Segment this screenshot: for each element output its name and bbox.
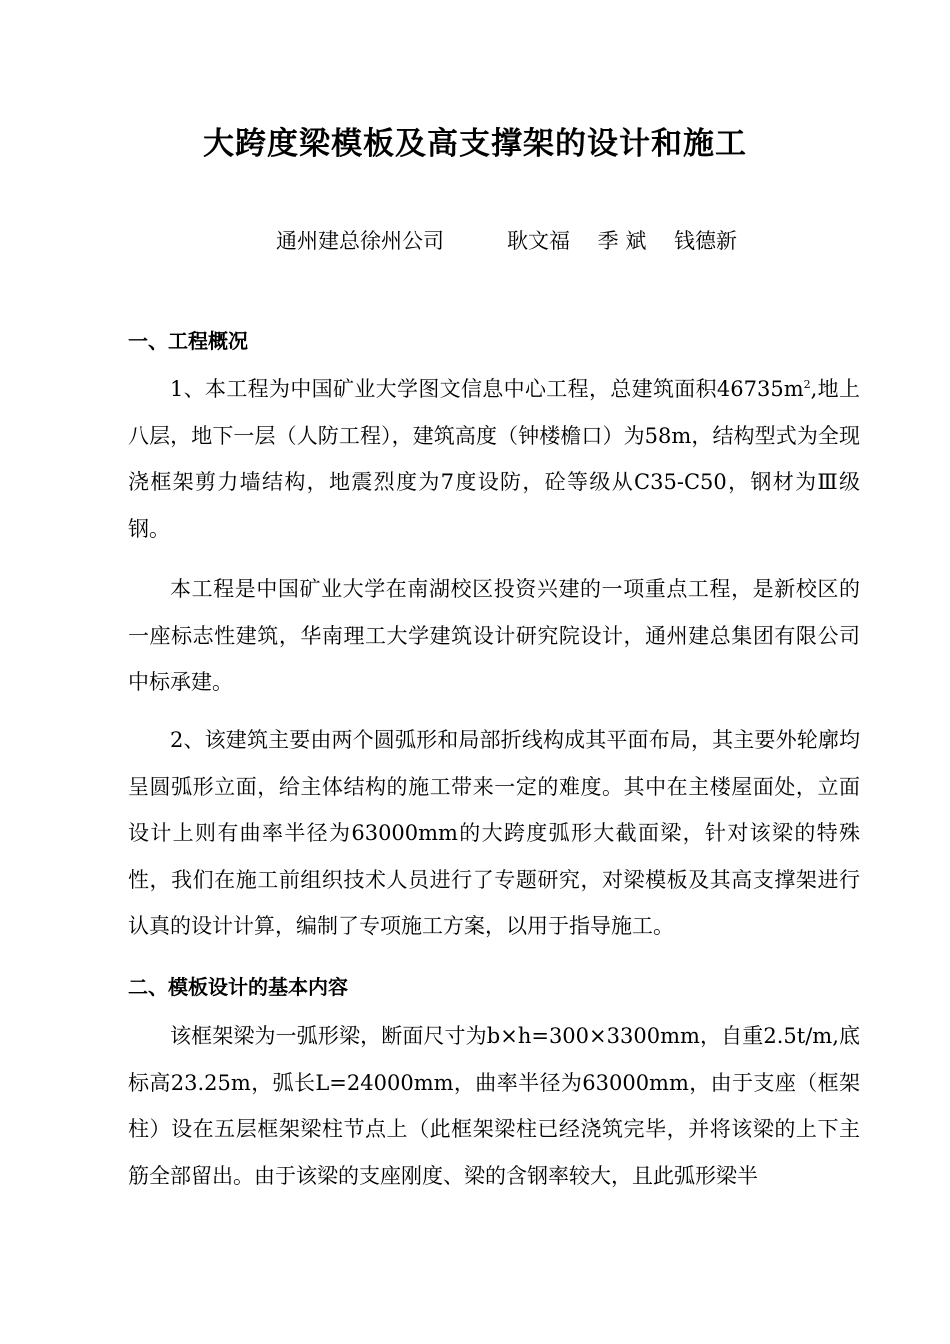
- paragraph-structure-description: 2、该建筑主要由两个圆弧形和局部折线构成其平面布局，其主要外轮廓均呈圆弧形立面，给主体结构的施工带来一定的难度。其中在主楼屋面处，立面设计上则有曲率半径为63000mm的大跨度弧形大截面梁，针对该梁的特殊性，我们在施工前组织技术人员进行了专题研究，对梁模板及其高支撑架进行认真的设计计算，编制了专项施工方案，以用于指导施工。: [128, 728, 860, 938]
- paragraph-beam-parameters: 该框架梁为一弧形梁，断面尺寸为b×h=300×3300mm，自重2.5t/m,底标高23.25m，弧长L=24000mm，曲率半径为63000mm，由于支座（框架柱）设在五层框架梁柱节点上（此框架梁柱已经浇筑完毕，并将该梁的上下主筋全部留出。由于该梁的支座刚度、梁的含钢率较大，且此弧形梁半: [128, 1024, 860, 1188]
- paragraph-project-significance: 本工程是中国矿业大学在南湖校区投资兴建的一项重点工程，是新校区的一座标志性建筑，华南理工大学建筑设计研究院设计，通州建总集团有限公司中标承建。: [128, 577, 860, 694]
- paragraph-project-scale-text-a: 1、本工程为中国矿业大学图文信息中心工程，总建筑面积46735m: [170, 377, 804, 401]
- paragraph-project-scale: [128, 366, 860, 552]
- section-heading-overview: 一、工程概况: [128, 329, 248, 353]
- author-line: 通州建总徐州公司 耿文福 季 斌 钱德新: [276, 229, 738, 253]
- section-heading-formwork-design: 二、模板设计的基本内容: [128, 975, 348, 999]
- superscript-two: 2: [803, 378, 811, 391]
- paragraph-project-scale-text-b: ,地上八层，地下一层（人防工程），建筑高度（钟楼檐口）为58m，结构型式为全现浇框架剪力墙结构，地震烈度为7度设防，砼等级从C35-C50，钢材为Ⅲ级钢。: [128, 377, 860, 541]
- document-title: 大跨度梁模板及高支撑架的设计和施工: [203, 126, 747, 162]
